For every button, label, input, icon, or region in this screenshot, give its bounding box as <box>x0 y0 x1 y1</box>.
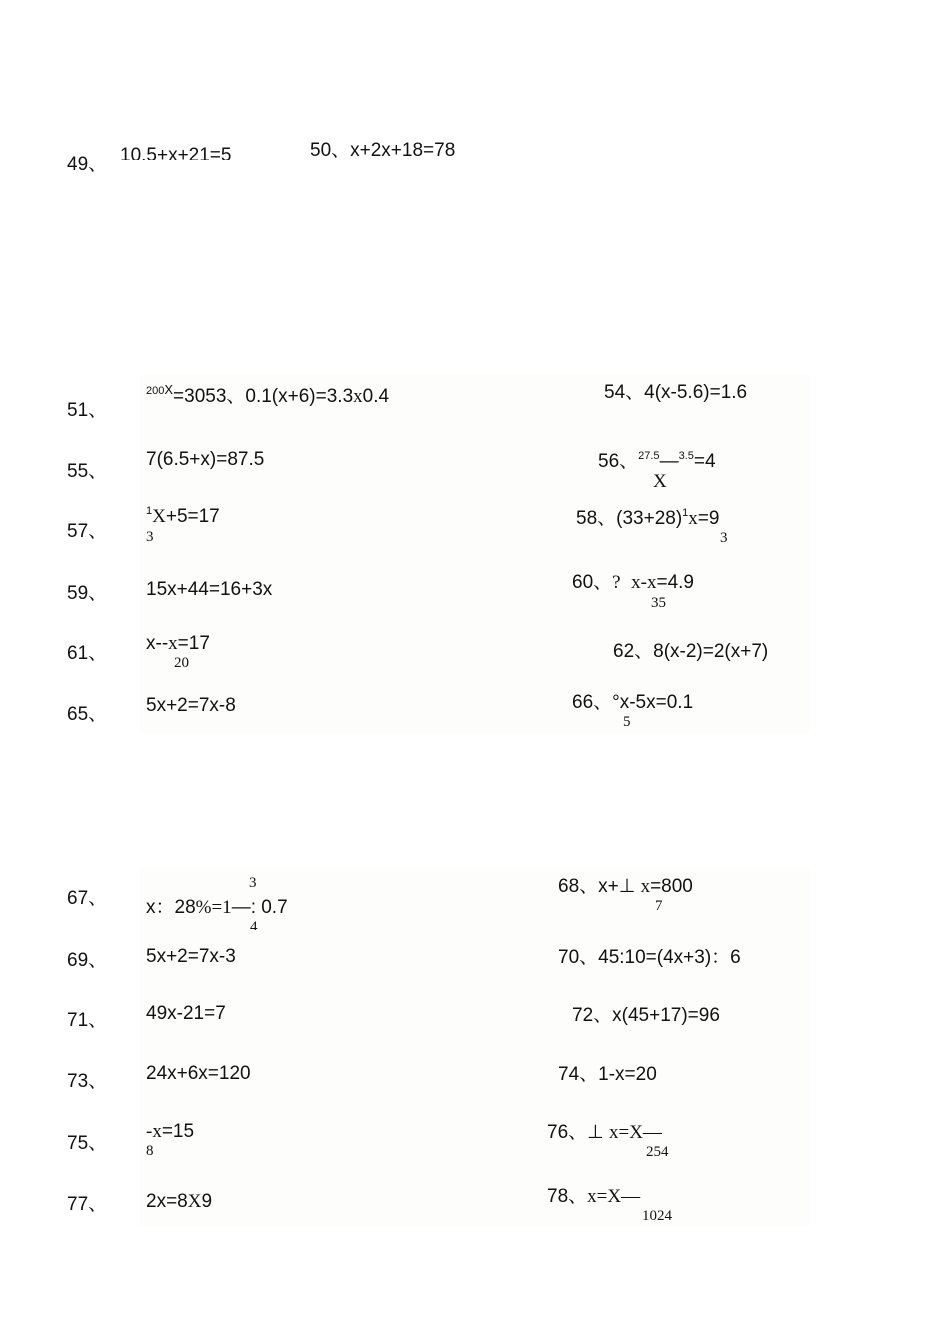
problem-78 <box>547 1186 640 1208</box>
equation-text: 68、x+ <box>558 876 619 897</box>
equation-text: x=X— <box>587 1186 641 1207</box>
problem-71: 49x-21=7 <box>146 1003 226 1024</box>
problem-number-71: 71、 <box>67 1010 108 1031</box>
problem-50: 50、x+2x+18=78 <box>310 140 456 161</box>
denominator-57: 3 <box>146 529 154 545</box>
equation-text: =15 <box>161 1121 195 1142</box>
problem-number-49: 49、 <box>67 154 108 175</box>
exponent: 200 <box>146 385 165 397</box>
equation-text: =4 <box>693 451 716 472</box>
equation-text: 9 <box>201 1191 213 1212</box>
numerator: 1 <box>146 505 153 517</box>
problem-68 <box>558 876 693 898</box>
problem-58 <box>576 508 719 532</box>
denominator-78: 1024 <box>642 1208 672 1224</box>
problem-54: 54、4(x-5.6)=1.6 <box>604 382 748 403</box>
denominator-61: 20 <box>174 655 189 671</box>
problem-62: 62、8(x-2)=2(x+7) <box>613 641 769 662</box>
problem-51-52-53 <box>146 382 390 410</box>
numerator: 3.5 <box>678 450 694 462</box>
problem-number-75: 75、 <box>67 1133 108 1154</box>
equation-text: : 0.7 <box>250 897 288 918</box>
problem-number-67: 67、 <box>67 888 108 909</box>
equation-text: x=X— <box>608 1122 662 1143</box>
problem-57 <box>146 506 220 530</box>
problem-label: 76、 <box>547 1122 588 1143</box>
numerator: 1 <box>682 507 689 519</box>
equation-text: =4.9 <box>656 572 694 593</box>
variable: x <box>353 386 363 407</box>
equation-text: =3053、0.1(x+6)=3.3 <box>173 386 354 407</box>
worksheet-panel-2 <box>140 868 810 1226</box>
variable: X <box>187 1191 202 1212</box>
perp-symbol: ⊥ <box>618 876 636 897</box>
denominator-67: 4 <box>250 919 258 930</box>
problem-72: 72、x(45+17)=96 <box>572 1005 720 1026</box>
equation-text: x：28 <box>146 897 196 918</box>
numerator: 27.5 <box>638 450 660 462</box>
denominator-76: 254 <box>646 1144 669 1160</box>
problem-76 <box>547 1122 662 1144</box>
equation-text: +5=17 <box>165 506 220 527</box>
denominator-75: 8 <box>146 1143 154 1159</box>
equation-text: 2x=8 <box>146 1191 188 1212</box>
problem-67 <box>146 897 288 919</box>
equation-text: =9 <box>697 508 720 529</box>
equation-text: x-- <box>146 633 169 654</box>
problem-label: 78、 <box>547 1186 588 1207</box>
problem-66: 66、°x-5x=0.1 <box>572 692 694 713</box>
denominator-66: 5 <box>623 714 631 730</box>
problem-number-65: 65、 <box>67 704 108 725</box>
denominator-58: 3 <box>720 530 728 546</box>
problem-55: 7(6.5+x)=87.5 <box>146 449 265 470</box>
variable: x <box>688 508 698 529</box>
equation-text: 58、(33+28) <box>576 508 683 529</box>
denominator-56: X <box>653 471 667 492</box>
unclear-symbol: ? <box>612 572 621 593</box>
problem-number-73: 73、 <box>67 1071 108 1092</box>
problem-59: 15x+44=16+3x <box>146 579 273 600</box>
problem-number-55: 55、 <box>67 461 108 482</box>
perp-symbol: ⊥ <box>587 1122 604 1143</box>
equation-text: =17 <box>177 633 210 654</box>
variable: x-x <box>631 572 657 593</box>
problem-number-61: 61、 <box>67 643 108 664</box>
problem-73: 24x+6x=120 <box>146 1063 251 1084</box>
denominator-60: 35 <box>651 595 666 611</box>
denominator-68: 7 <box>655 898 663 914</box>
equation-text: %=1 <box>195 897 232 918</box>
problem-70: 70、45:10=(4x+3)：6 <box>558 947 741 968</box>
variable: X <box>164 382 174 397</box>
problem-label: 56、 <box>598 451 639 472</box>
worksheet-panel-1 <box>140 375 810 733</box>
numerator-67: 3 <box>249 875 257 891</box>
problem-label: 60、 <box>572 572 613 593</box>
variable: x <box>168 633 178 654</box>
problem-49: 10.5+x+21=5 <box>120 145 232 160</box>
equation-text: - <box>146 1121 153 1142</box>
problem-60 <box>572 572 694 594</box>
variable: x <box>640 876 651 897</box>
fraction-dash: — <box>231 897 251 918</box>
problem-65: 5x+2=7x-8 <box>146 695 236 716</box>
equation-text: =800 <box>650 876 693 897</box>
problem-74: 74、1-x=20 <box>558 1064 657 1085</box>
problem-number-69: 69、 <box>67 950 108 971</box>
variable: x <box>152 1121 162 1142</box>
problem-number-77: 77、 <box>67 1194 108 1215</box>
problem-number-59: 59、 <box>67 583 108 604</box>
problem-77 <box>146 1191 212 1213</box>
variable: X <box>152 506 166 527</box>
equation-text: 0.4 <box>362 386 390 407</box>
fraction-dash: — <box>659 451 679 472</box>
problem-69: 5x+2=7x-3 <box>146 946 236 967</box>
problem-number-57: 57、 <box>67 521 108 542</box>
problem-number-51: 51、 <box>67 400 108 421</box>
